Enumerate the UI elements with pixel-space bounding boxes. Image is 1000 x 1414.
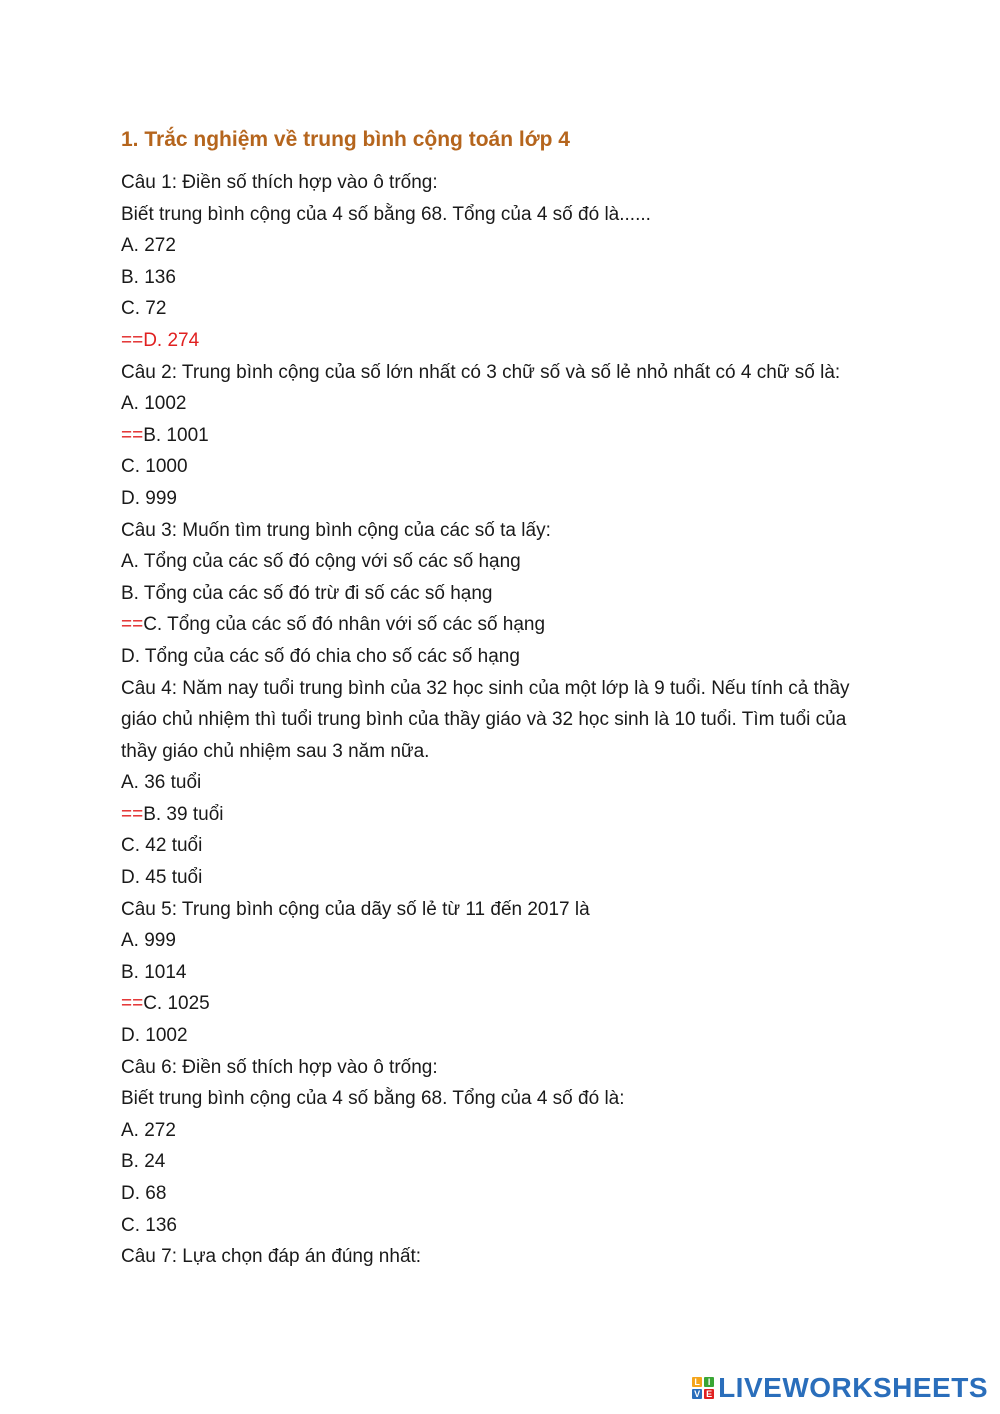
line-text: A. 999 [121, 930, 176, 952]
answer-line-marked [121, 799, 921, 831]
text-line [121, 483, 921, 515]
line-text: Câu 6: Điền số thích hợp vào ô trống: [121, 1056, 438, 1078]
line-text: D. 68 [121, 1183, 167, 1204]
line-text: D. 1002 [121, 1025, 188, 1047]
text-line [121, 736, 921, 768]
text-line [121, 862, 921, 894]
text-line [121, 957, 921, 989]
line-text: C. 1025 [143, 993, 210, 1015]
question-list [121, 167, 921, 1273]
line-text: C. 136 [121, 1214, 177, 1236]
line-text: Câu 1: Điền số thích hợp vào ô trống: [121, 172, 438, 193]
line-text: B. 136 [121, 266, 176, 288]
text-line [121, 546, 921, 578]
text-line [121, 451, 921, 483]
text-line [121, 641, 921, 673]
line-text: B. 39 tuổi [143, 803, 224, 825]
line-text: D. 45 tuổi [121, 867, 203, 889]
answer-line-marked [121, 609, 921, 641]
worksheet-page [121, 124, 921, 1273]
text-line [121, 293, 921, 325]
text-line [121, 1178, 921, 1210]
line-text: B. 1001 [143, 424, 209, 446]
logo-letter: I [704, 1377, 714, 1387]
text-line [121, 357, 921, 389]
line-text: Câu 2: Trung bình cộng của số lớn nhất có 3 chữ số và số lẻ nhỏ nhất có 4 chữ số là: [121, 361, 841, 383]
line-text: A. 1002 [121, 393, 187, 415]
answer-marker: == [121, 329, 144, 351]
text-line [121, 578, 921, 610]
line-text: C. 72 [121, 298, 167, 320]
page-title: 1. Trắc nghiệm về trung bình cộng toán lớp 4 [121, 128, 570, 151]
logo-icon [692, 1377, 714, 1399]
line-text: B. 24 [121, 1151, 166, 1173]
text-line [121, 767, 921, 799]
line-text: C. 42 tuổi [121, 835, 203, 857]
text-line [121, 1115, 921, 1147]
text-line [121, 1241, 921, 1273]
text-line [121, 199, 921, 231]
text-line [121, 230, 921, 262]
line-text: Câu 7: Lựa chọn đáp án đúng nhất: [121, 1246, 422, 1268]
answer-marker: == [121, 803, 144, 825]
line-text: A. 36 tuổi [121, 772, 202, 794]
text-line [121, 388, 921, 420]
line-text: D. 274 [143, 329, 200, 351]
line-text: A. Tổng của các số đó cộng với số các số hạng [121, 551, 521, 573]
answer-marker: == [121, 614, 144, 636]
line-text: A. 272 [121, 1119, 176, 1141]
text-line [121, 1052, 921, 1084]
text-line [121, 262, 921, 294]
line-text: giáo chủ nhiệm thì tuổi trung bình của thầy giáo và 32 học sinh là 10 tuổi. Tìm tuổi của [121, 709, 847, 731]
text-line [121, 167, 921, 199]
line-text: thầy giáo chủ nhiệm sau 3 năm nữa. [121, 740, 430, 762]
text-line [121, 515, 921, 547]
answer-marker: == [121, 424, 144, 446]
text-line [121, 673, 921, 705]
line-text: Câu 5: Trung bình cộng của dãy số lẻ từ 11 đến 2017 là [121, 898, 590, 920]
answer-line-marked [121, 988, 921, 1020]
text-line [121, 894, 921, 926]
liveworksheets-logo [692, 1372, 988, 1404]
line-text: C. 1000 [121, 456, 188, 478]
text-line [121, 925, 921, 957]
line-text: Câu 3: Muốn tìm trung bình cộng của các số ta lấy: [121, 519, 551, 541]
line-text: A. 272 [121, 235, 176, 257]
text-line [121, 1146, 921, 1178]
text-line [121, 1020, 921, 1052]
answer-line-marked [121, 420, 921, 452]
line-text: Câu 4: Năm nay tuổi trung bình của 32 học sinh của một lớp là 9 tuổi. Nếu tính cả thầy [121, 677, 850, 699]
line-text: B. Tổng của các số đó trừ đi số các số hạng [121, 582, 493, 604]
brand-name: LIVEWORKSHEETS [718, 1372, 988, 1403]
line-text: Biết trung bình cộng của 4 số bằng 68. Tổng của 4 số đó là...... [121, 203, 651, 225]
logo-letter: V [694, 1389, 701, 1399]
line-text: D. 999 [121, 487, 177, 509]
text-line [121, 1210, 921, 1242]
logo-letter: E [706, 1389, 713, 1399]
line-text: B. 1014 [121, 961, 187, 983]
line-text: Biết trung bình cộng của 4 số bằng 68. Tổng của 4 số đó là: [121, 1088, 625, 1110]
text-line [121, 704, 921, 736]
line-text: C. Tổng của các số đó nhân với số các số hạng [143, 614, 546, 636]
answer-marker: == [121, 993, 144, 1015]
text-line [121, 830, 921, 862]
logo-letter: L [692, 1377, 702, 1387]
text-line [121, 1083, 921, 1115]
line-text: D. Tổng của các số đó chia cho số các số hạng [121, 645, 520, 667]
answer-line-marked [121, 325, 921, 357]
